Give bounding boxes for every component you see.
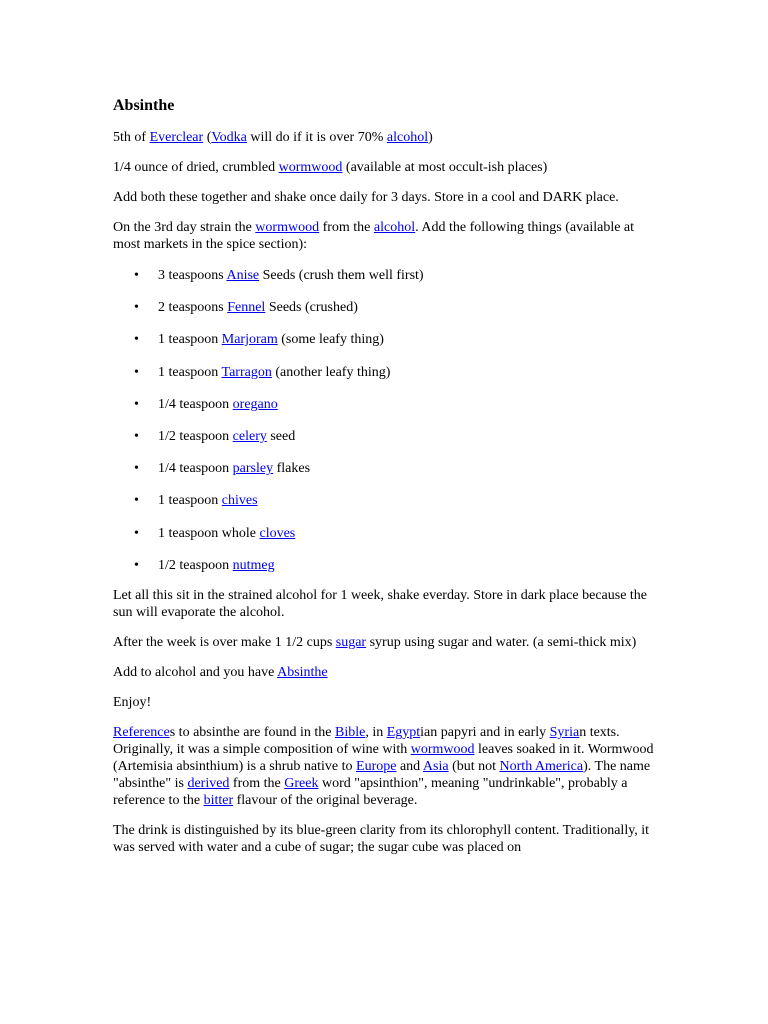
text: 1/2 teaspoon	[158, 557, 233, 573]
link-egypt[interactable]: Egypt	[386, 724, 421, 740]
list-item	[113, 396, 663, 428]
bullet-icon: •	[134, 525, 139, 541]
bullet-icon: •	[134, 557, 139, 573]
text: ). The name "absinthe" is	[113, 758, 651, 791]
paragraph-shake	[113, 189, 663, 206]
link-absinthe[interactable]: Absinthe	[277, 664, 328, 680]
link-cloves[interactable]: cloves	[259, 525, 296, 541]
link-alcohol-2[interactable]: alcohol	[373, 220, 416, 235]
bullet-icon: •	[134, 493, 139, 509]
text: 1 teaspoon whole	[158, 525, 260, 541]
paragraph-history	[113, 724, 663, 809]
link-sugar[interactable]: sugar	[335, 634, 367, 650]
paragraph-enjoy	[113, 694, 663, 711]
text: syrup using sugar and water. (a semi-thick mix)	[366, 634, 637, 650]
link-vodka[interactable]: Vodka	[211, 130, 247, 145]
link-wormwood-2[interactable]: wormwood	[255, 220, 320, 235]
text: flakes	[273, 461, 311, 477]
list-item	[113, 331, 663, 363]
text: from the	[229, 775, 285, 791]
list-item	[113, 267, 663, 299]
list-item	[113, 525, 663, 557]
text: , in	[365, 724, 387, 740]
link-asia[interactable]: Asia	[422, 758, 449, 774]
paragraph-let-sit	[113, 587, 663, 621]
text: After the week is over make 1 1/2 cups	[113, 634, 336, 650]
text: Seeds (crushed)	[265, 300, 358, 316]
text: will do if it is over 70%	[246, 130, 387, 145]
text: )	[428, 130, 433, 145]
bullet-icon: •	[134, 428, 139, 444]
link-bible[interactable]: Bible	[334, 724, 366, 740]
list-item	[113, 460, 663, 492]
paragraph-everclear	[113, 129, 663, 146]
link-marjoram[interactable]: Marjoram	[221, 332, 278, 348]
text: n texts. Originally, it was a simple composition of wine with	[113, 724, 620, 757]
list-item	[113, 428, 663, 460]
text: Enjoy!	[113, 694, 152, 710]
link-wormwood-3[interactable]: wormwood	[410, 741, 475, 757]
link-bitter[interactable]: bitter	[203, 792, 234, 808]
text: 1/4 ounce of dried, crumbled	[113, 160, 279, 175]
link-reference[interactable]: Reference	[113, 724, 170, 740]
text: 5th of	[113, 130, 150, 145]
link-everclear[interactable]: Everclear	[149, 130, 204, 145]
paragraph-syrup	[113, 634, 663, 651]
text: Add both these together and shake once daily for 3 days. Store in a cool and DARK place.	[113, 190, 619, 205]
link-celery[interactable]: celery	[232, 428, 267, 444]
text: leaves soaked in it. Wormwood (Artemisia absinthium) is a shrub native to	[113, 741, 654, 774]
text: (available at most occult-ish places)	[342, 160, 548, 175]
link-nutmeg[interactable]: nutmeg	[232, 557, 275, 573]
text: On the 3rd day strain the	[113, 220, 256, 235]
link-tarragon[interactable]: Tarragon	[221, 364, 272, 380]
page-title: Absinthe	[113, 97, 175, 114]
text: and	[396, 758, 423, 774]
text: from the	[319, 220, 374, 235]
list-item	[113, 364, 663, 396]
text: 1 teaspoon	[158, 364, 222, 380]
text: 3 teaspoons	[158, 268, 227, 283]
text: Let all this sit in the strained alcohol for 1 week, shake everday. Store in dark place because the sun will evaporate the alcohol.	[113, 587, 648, 620]
bullet-icon: •	[134, 396, 139, 412]
paragraph-drink	[113, 822, 663, 856]
text: Add to alcohol and you have	[113, 664, 278, 680]
list-item	[113, 492, 663, 524]
link-oregano[interactable]: oregano	[232, 396, 278, 412]
bullet-icon: •	[134, 332, 139, 348]
text: 1/2 teaspoon	[158, 428, 233, 444]
document-body	[113, 96, 663, 869]
link-fennel[interactable]: Fennel	[227, 300, 266, 316]
list-item	[113, 299, 663, 331]
text: 1/4 teaspoon	[158, 396, 233, 412]
link-chives[interactable]: chives	[221, 493, 258, 509]
link-anise[interactable]: Anise	[226, 268, 260, 283]
link-europe[interactable]: Europe	[356, 758, 397, 774]
paragraph-wormwood	[113, 159, 663, 176]
ingredient-list	[113, 267, 663, 587]
link-parsley[interactable]: parsley	[232, 461, 274, 477]
link-derived[interactable]: derived	[187, 775, 230, 791]
text: 1/4 teaspoon	[158, 461, 233, 477]
bullet-icon: •	[134, 364, 139, 380]
link-wormwood[interactable]: wormwood	[278, 160, 343, 175]
text: ian papyri and in early	[420, 724, 550, 740]
paragraph-add-to-alcohol	[113, 664, 663, 681]
list-item	[113, 557, 663, 587]
text: word "apsinthion", meaning "undrinkable", probably a reference to the	[113, 775, 628, 808]
text: Seeds (crush them well first)	[259, 268, 424, 283]
text: seed	[266, 428, 296, 444]
bullet-icon: •	[134, 461, 139, 477]
text: (another leafy thing)	[271, 364, 391, 380]
text: 2 teaspoons	[158, 300, 228, 316]
link-syria[interactable]: Syria	[549, 724, 580, 740]
text: 1 teaspoon	[158, 493, 222, 509]
bullet-icon: •	[134, 300, 139, 316]
text: flavour of the original beverage.	[233, 792, 418, 808]
link-alcohol[interactable]: alcohol	[386, 130, 429, 145]
text: s to absinthe are found in the	[169, 724, 335, 740]
text: 1 teaspoon	[158, 332, 222, 348]
text: The drink is distinguished by its blue-green clarity from its chlorophyll content. Traditionally, it was served with water and a cube of sugar; the sugar cube was placed on	[113, 822, 650, 855]
link-north-america[interactable]: North America	[499, 758, 584, 774]
text: (	[203, 130, 212, 145]
bullet-icon: •	[134, 268, 139, 283]
link-greek[interactable]: Greek	[284, 775, 319, 791]
text: . Add the following things (available at most markets in the spice section):	[113, 220, 635, 252]
text: (but not	[448, 758, 500, 774]
paragraph-strain	[113, 219, 663, 253]
text: (some leafy thing)	[277, 332, 384, 348]
